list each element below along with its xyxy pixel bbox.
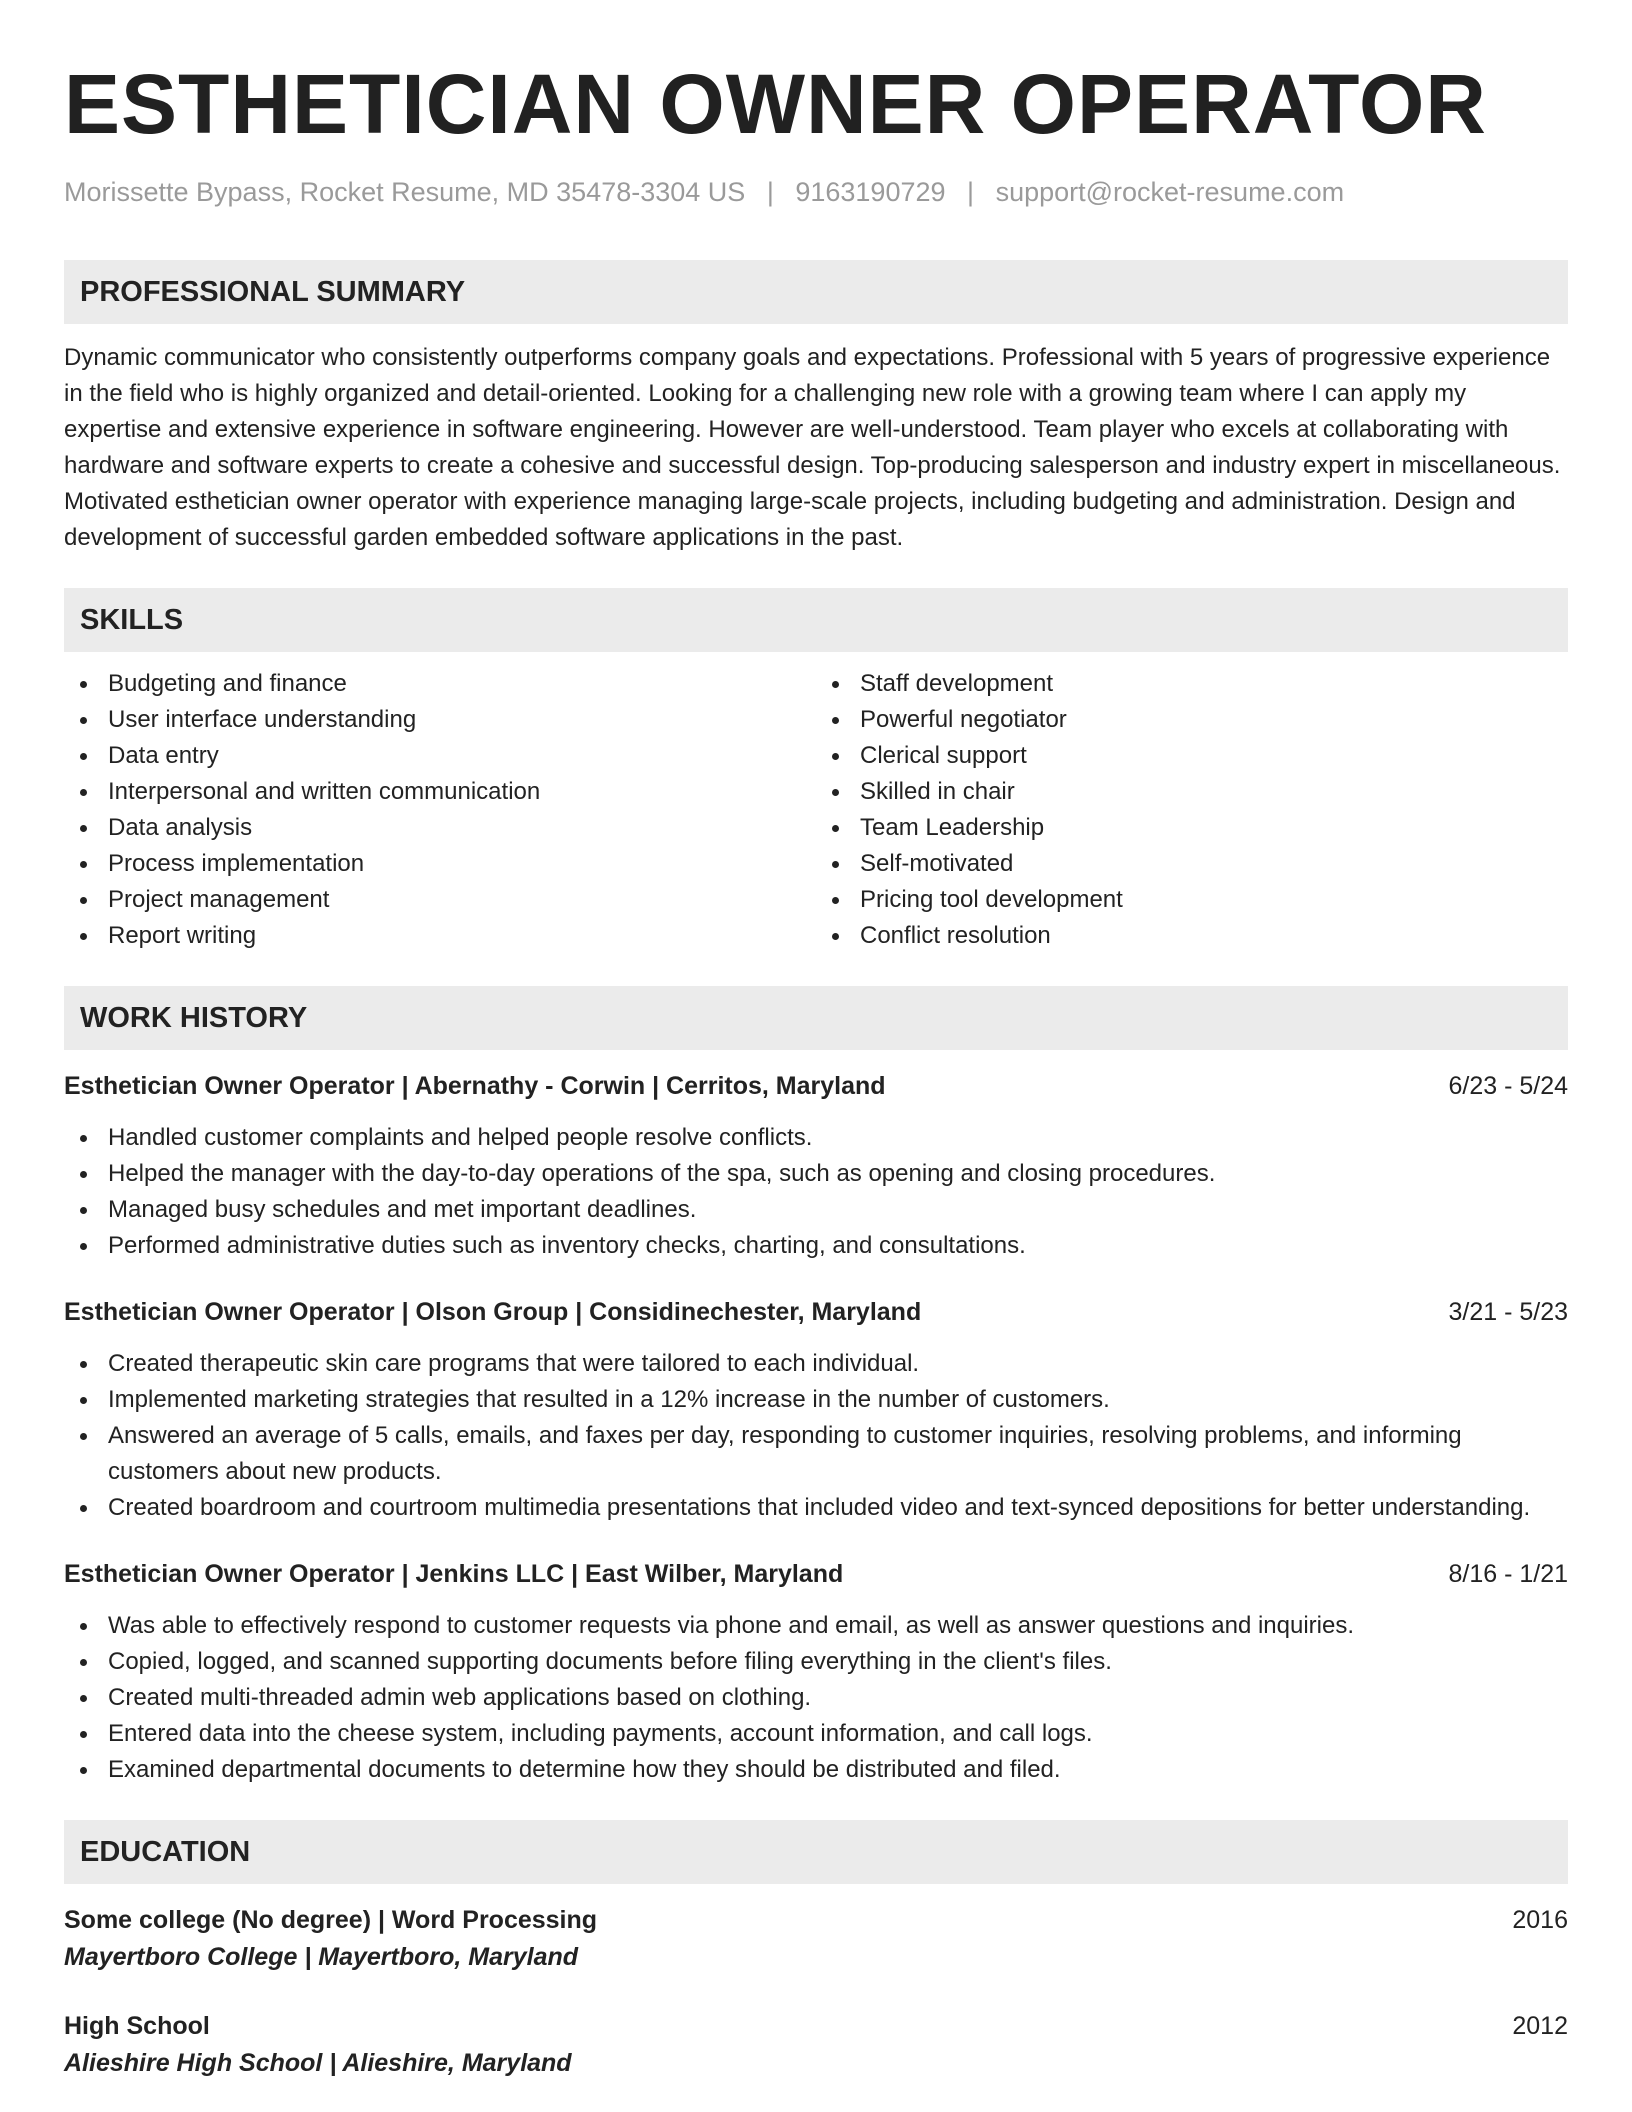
education-degree: High School: [64, 2012, 210, 2040]
job-bullet: Examined departmental documents to determine how they should be distributed and filed.: [64, 1752, 1568, 1788]
skills-heading: SKILLS: [64, 588, 1568, 652]
contact-address: Morissette Bypass, Rocket Resume, MD 35478-3304 US: [64, 177, 746, 207]
skill-item: Process implementation: [64, 846, 816, 882]
job-bullets: [64, 1346, 1568, 1526]
job-bullet: Performed administrative duties such as inventory checks, charting, and consultations.: [64, 1228, 1568, 1264]
skill-item: Data analysis: [64, 810, 816, 846]
contact-phone: 9163190729: [795, 177, 946, 207]
resume-name: ESTHETICIAN OWNER OPERATOR: [64, 57, 1487, 151]
summary-heading: PROFESSIONAL SUMMARY: [64, 260, 1568, 324]
job-bullet: Created boardroom and courtroom multimedia presentations that included video and text-synced depositions for better understanding.: [64, 1490, 1568, 1526]
skills-list-right: [816, 666, 1568, 954]
skill-item: Interpersonal and written communication: [64, 774, 816, 810]
skill-item: Report writing: [64, 918, 816, 954]
job-entry: [64, 1556, 1568, 1788]
skill-item: Budgeting and finance: [64, 666, 816, 702]
skill-item: Staff development: [816, 666, 1568, 702]
job-bullets: [64, 1608, 1568, 1788]
contact-email: support@rocket-resume.com: [995, 177, 1345, 207]
education-header: [64, 2008, 1568, 2044]
skill-item: Pricing tool development: [816, 882, 1568, 918]
job-bullet: Helped the manager with the day-to-day operations of the spa, such as opening and closing procedures.: [64, 1156, 1568, 1192]
job-bullet: Answered an average of 5 calls, emails, and faxes per day, responding to customer inquiries, resolving problems, and informing customers about new products.: [64, 1418, 1568, 1490]
skill-item: Project management: [64, 882, 816, 918]
skill-item: Team Leadership: [816, 810, 1568, 846]
job-entry: [64, 1294, 1568, 1526]
job-bullet: Handled customer complaints and helped people resolve conflicts.: [64, 1120, 1568, 1156]
job-dates: 8/16 - 1/21: [1448, 1560, 1568, 1588]
job-header: [64, 1294, 1568, 1330]
job-title: Esthetician Owner Operator | Olson Group | Considinechester, Maryland: [64, 1298, 922, 1326]
skill-item: User interface understanding: [64, 702, 816, 738]
skill-item: Conflict resolution: [816, 918, 1568, 954]
job-header: [64, 1068, 1568, 1104]
job-entry: [64, 1068, 1568, 1264]
work-history-heading: WORK HISTORY: [64, 986, 1568, 1050]
contact-separator: |: [967, 177, 975, 207]
education-school: Alieshire High School | Alieshire, Maryland: [64, 2049, 572, 2077]
job-header: [64, 1556, 1568, 1592]
job-bullet: Implemented marketing strategies that resulted in a 12% increase in the number of customers.: [64, 1382, 1568, 1418]
job-title: Esthetician Owner Operator | Jenkins LLC | East Wilber, Maryland: [64, 1560, 844, 1588]
education-year: 2016: [1512, 1906, 1568, 1934]
education-entry: [64, 1902, 1568, 1976]
skill-item: Powerful negotiator: [816, 702, 1568, 738]
education-header: [64, 1902, 1568, 1938]
skill-item: Clerical support: [816, 738, 1568, 774]
education-degree: Some college (No degree) | Word Processing: [64, 1906, 598, 1934]
job-bullet: Managed busy schedules and met important deadlines.: [64, 1192, 1568, 1228]
job-bullet: Copied, logged, and scanned supporting documents before filing everything in the client's files.: [64, 1644, 1568, 1680]
job-bullets: [64, 1120, 1568, 1264]
skills-list-left: [64, 666, 816, 954]
job-bullet: Entered data into the cheese system, including payments, account information, and call logs.: [64, 1716, 1568, 1752]
summary-text: Dynamic communicator who consistently outperforms company goals and expectations. Professional with 5 years of progressive experience in the field who is highly organized and detail-oriented. Looking for a challenging new role with a growing team where I can apply my expertise and extensive experience in software engineering. However are well-understood. Team player who excels at collaborating with hardware and software experts to create a cohesive and successful design. Top-producing salesperson and industry expert in miscellaneous. Motivated esthetician owner operator with experience managing large-scale projects, including budgeting and administration. Design and development of successful garden embedded software applications in the past.: [64, 344, 1561, 551]
job-title: Esthetician Owner Operator | Abernathy - Corwin | Cerritos, Maryland: [64, 1072, 886, 1100]
contact-separator: |: [766, 177, 774, 207]
contact-line: [64, 174, 1568, 210]
job-dates: 6/23 - 5/24: [1448, 1072, 1568, 1100]
education-heading: EDUCATION: [64, 1820, 1568, 1884]
job-bullet: Created multi-threaded admin web applications based on clothing.: [64, 1680, 1568, 1716]
job-bullet: Was able to effectively respond to customer requests via phone and email, as well as answer questions and inquiries.: [64, 1608, 1568, 1644]
job-bullet: Created therapeutic skin care programs that were tailored to each individual.: [64, 1346, 1568, 1382]
skill-item: Skilled in chair: [816, 774, 1568, 810]
education-year: 2012: [1512, 2012, 1568, 2040]
education-school: Mayertboro College | Mayertboro, Maryland: [64, 1943, 579, 1971]
education-entry: [64, 2008, 1568, 2082]
skill-item: Self-motivated: [816, 846, 1568, 882]
skill-item: Data entry: [64, 738, 816, 774]
skills-columns: [64, 666, 1568, 954]
job-dates: 3/21 - 5/23: [1448, 1298, 1568, 1326]
